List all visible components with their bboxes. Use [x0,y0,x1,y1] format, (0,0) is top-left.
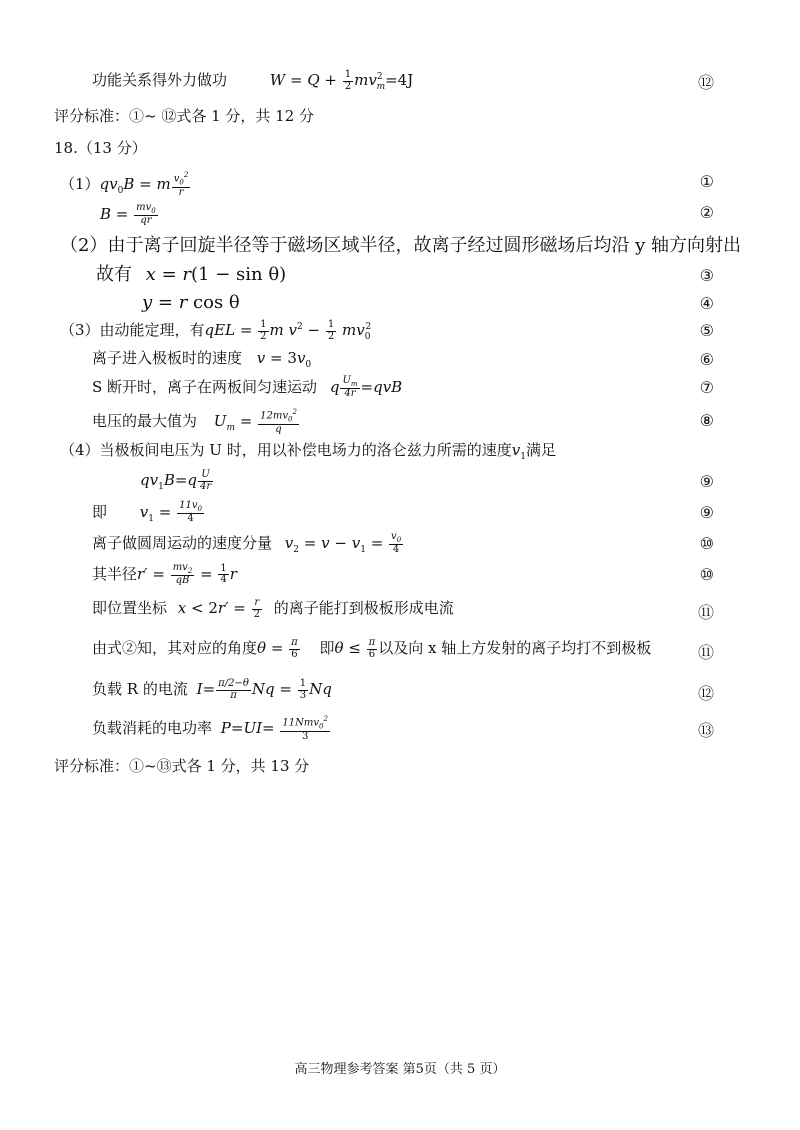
part-4-eq-10b: 其半径r′ = $\frac{mv_2}{qB}$ = $\frac{1}{4}$ r [92,562,237,587]
part-4-eq-11b: 由式②知，其对应的角度θ = $\frac{\pi}{6}$ 即θ ≤ $\frac{\pi}{6}$ 以及向 x 轴上方发射的离子均打不到极板 [92,637,652,660]
eq-number: ⑬ [697,721,714,740]
eq-number: ④ [699,294,714,313]
part-3-eq-6: 离子进入极板时的速度 $v = 3v_0$ [92,349,312,370]
part-4-eq-10a: 离子做圆周运动的速度分量 $v_2 = v - v_1$ = $\frac{v_0}{4}$ [92,531,402,556]
eq-number: ⑨ [699,472,714,491]
grading-note-2: 评分标准：①~⑬式各 1 分，共 13 分 [54,757,310,775]
part-3-eq-7: S 断开时，离子在两板间匀速运动 q $\frac{U_m}{4r}$ =qvB [92,375,403,400]
question-18-heading: 18.（13 分） [54,139,147,157]
eq-number: ⑫ [697,73,714,92]
eq-number: ⑨ [699,503,714,522]
eq-number: ⑩ [699,565,714,584]
eq-number: ③ [699,266,714,285]
eq-number: ⑥ [699,350,714,369]
eq-number: ⑩ [699,534,714,553]
part-1-eq-1: $(1)qv_0B = m$ $\frac{v_0^2}{r}$ [60,171,189,198]
eq-number: ⑪ [697,603,714,622]
eq-number: ⑤ [699,321,714,340]
part-4-eq-9b: 即 $v_1$ = $\frac{11v_0}{4}$ [92,500,202,525]
eq-number: ⑫ [697,684,714,703]
part-2-text: （2）由于离子回旋半径等于磁场区域半径，故离子经过圆形磁场后均沿 y 轴方向射出 [60,235,742,256]
part-1-eq-2: B = $\frac{mv_0}{qr}$ [100,202,156,227]
eq-number: ① [699,172,714,191]
part-4-eq-12: 负载 R 的电流 I= $\frac{\pi/2-\theta}{\pi}$ Nq = $\frac{1}{3}$ Nq [92,678,332,701]
part-4-eq-9a: $qv_1B=q$ $\frac{U}{4r}$ [140,469,212,492]
page-footer: 高三物理参考答案 第5页（共 5 页） [294,1062,506,1077]
part-4-eq-11a: 即位置坐标 x < 2r′ = $\frac{r}{2}$ 的离子能打到极板形成电流 [92,597,454,620]
part-3-eq-5: （3）由动能定理，有qEL = $\frac{1}{2}$ m $v^2$ − $\frac{1}{2}$ $mv_0^2$ [60,319,372,342]
eq-number: ⑧ [699,411,714,430]
eq-number: ⑦ [699,378,714,397]
part-4-eq-13: 负载消耗的电功率 P=UI= $\frac{11Nmv_0^2}{3}$ [92,715,328,742]
part-3-eq-8: 电压的最大值为 $U_m$ = $\frac{12mv_0^2}{q}$ [92,408,297,435]
part-2-eq-3: 故有 x = r(1 − sin θ) [96,264,287,285]
eq-number: ② [699,203,714,222]
eq-work: W = Q + $\frac{1}{2}$ $mv^2_m=4J$ [269,69,414,92]
grading-note-1: 评分标准：①~ ⑫式各 1 分，共 12 分 [54,107,315,125]
eq-number: ⑪ [697,643,714,662]
part-2-eq-4: y = r cos θ [142,292,240,313]
part-4-text: （4）当极板间电压为 U 时，用以补偿电场力的洛仑兹力所需的速度$v_1$满足 [60,441,556,462]
line-work: 功能关系得外力做功 W = Q + $\frac{1}{2}$ $mv^2_m=4J$ [92,69,414,92]
